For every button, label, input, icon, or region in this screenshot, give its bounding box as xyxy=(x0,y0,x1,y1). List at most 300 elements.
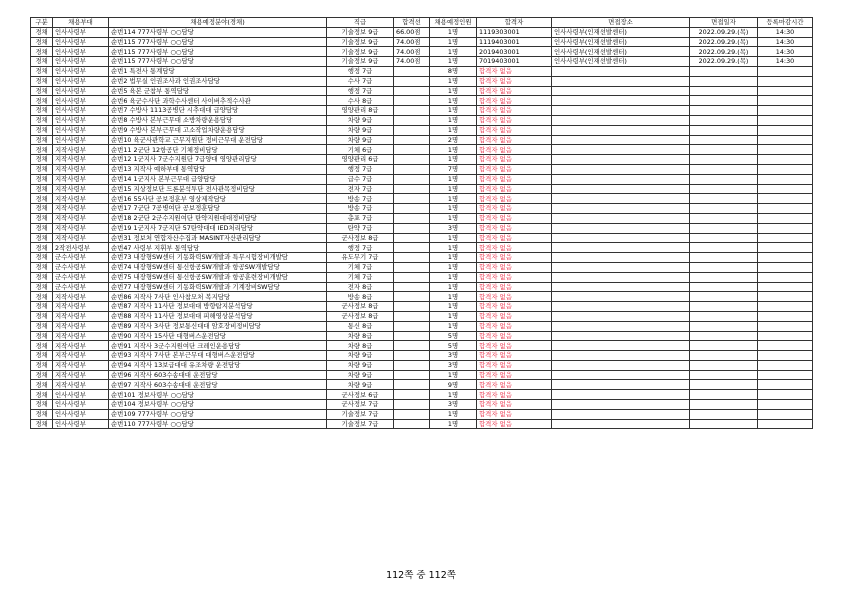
cell-registration-deadline xyxy=(758,390,813,400)
cell-recruiting-unit: 인사사령부 xyxy=(53,400,109,410)
cell-successful-candidate: 합격자 없음 xyxy=(477,253,552,263)
cell-interview-location xyxy=(552,390,690,400)
cell-grade: 유도무기 7급 xyxy=(327,253,394,263)
cell-category: 경채 xyxy=(31,341,53,351)
cell-position: 순번14 1군지사 본부근무대 급양담당 xyxy=(109,174,327,184)
cell-grade: 영양관리 6급 xyxy=(327,155,394,165)
cell-cutoff-score xyxy=(394,292,430,302)
cell-category: 경채 xyxy=(31,360,53,370)
cell-position: 순번16 55사단 공보정훈부 영상제작담당 xyxy=(109,194,327,204)
table-row xyxy=(31,96,813,106)
cell-category: 경채 xyxy=(31,380,53,390)
cell-grade: 기술정보 9급 xyxy=(327,57,394,67)
table-row xyxy=(31,184,813,194)
cell-cutoff-score xyxy=(394,282,430,292)
cell-interview-date xyxy=(690,351,758,361)
cell-successful-candidate: 2019403001 xyxy=(477,47,552,57)
cell-interview-date xyxy=(690,145,758,155)
cell-recruiting-unit: 군수사령부 xyxy=(53,253,109,263)
cell-successful-candidate: 합격자 없음 xyxy=(477,262,552,272)
cell-position: 순번77 내장형SW센터 기동화력SW개발과 기계장비SW담당 xyxy=(109,282,327,292)
cell-recruiting-unit: 지작사령부 xyxy=(53,380,109,390)
cell-position: 순번6 육군수사단 과학수사센터 사이버추적수사관 xyxy=(109,96,327,106)
cell-position: 순번89 지작사 3사단 정보통신대대 암호장비정비담당 xyxy=(109,321,327,331)
cell-recruiting-unit: 인사사령부 xyxy=(53,57,109,67)
cell-registration-deadline xyxy=(758,96,813,106)
cell-planned-count: 3명 xyxy=(430,400,477,410)
cell-interview-date xyxy=(690,184,758,194)
cell-successful-candidate: 합격자 없음 xyxy=(477,341,552,351)
table-row xyxy=(31,194,813,204)
cell-position: 순번90 지작사 15사단 대형버스운전담당 xyxy=(109,331,327,341)
cell-cutoff-score xyxy=(394,409,430,419)
cell-interview-date xyxy=(690,311,758,321)
cell-recruiting-unit: 지작사령부 xyxy=(53,174,109,184)
cell-grade: 군사정보 8급 xyxy=(327,302,394,312)
cell-category: 경채 xyxy=(31,106,53,116)
cell-cutoff-score xyxy=(394,253,430,263)
table-row xyxy=(31,174,813,184)
cell-cutoff-score xyxy=(394,311,430,321)
cell-grade: 총포 7급 xyxy=(327,213,394,223)
cell-category: 경채 xyxy=(31,390,53,400)
column-header: 채용부대 xyxy=(53,18,109,28)
cell-recruiting-unit: 지작사령부 xyxy=(53,155,109,165)
cell-category: 경채 xyxy=(31,262,53,272)
table-row xyxy=(31,243,813,253)
cell-interview-date xyxy=(690,360,758,370)
cell-registration-deadline xyxy=(758,419,813,429)
cell-position: 순번115 777사령부 ○○담당 xyxy=(109,47,327,57)
cell-interview-location xyxy=(552,272,690,282)
cell-interview-date xyxy=(690,400,758,410)
cell-interview-date xyxy=(690,341,758,351)
cell-planned-count: 1명 xyxy=(430,272,477,282)
cell-interview-date xyxy=(690,223,758,233)
cell-position: 순번13 지작사 예하부대 통역담당 xyxy=(109,164,327,174)
cell-successful-candidate: 합격자 없음 xyxy=(477,213,552,223)
cell-interview-location xyxy=(552,213,690,223)
cell-interview-location xyxy=(552,360,690,370)
table-row xyxy=(31,341,813,351)
cell-position: 순번115 777사령부 ○○담당 xyxy=(109,57,327,67)
cell-planned-count: 1명 xyxy=(430,282,477,292)
cell-registration-deadline xyxy=(758,174,813,184)
cell-category: 경채 xyxy=(31,37,53,47)
cell-interview-date xyxy=(690,233,758,243)
table-row xyxy=(31,292,813,302)
cell-recruiting-unit: 인사사령부 xyxy=(53,27,109,37)
cell-grade: 행정 7급 xyxy=(327,243,394,253)
cell-planned-count: 1명 xyxy=(430,292,477,302)
table-row xyxy=(31,213,813,223)
cell-successful-candidate: 합격자 없음 xyxy=(477,233,552,243)
cell-successful-candidate: 합격자 없음 xyxy=(477,409,552,419)
cell-successful-candidate: 합격자 없음 xyxy=(477,243,552,253)
cell-registration-deadline xyxy=(758,341,813,351)
cell-category: 경채 xyxy=(31,135,53,145)
cell-grade: 수사 7급 xyxy=(327,76,394,86)
cell-successful-candidate: 합격자 없음 xyxy=(477,390,552,400)
cell-interview-date: 2022.09.29.(목) xyxy=(690,37,758,47)
cell-interview-location xyxy=(552,155,690,165)
cell-recruiting-unit: 지작사령부 xyxy=(53,213,109,223)
table-row xyxy=(31,155,813,165)
cell-recruiting-unit: 인사사령부 xyxy=(53,125,109,135)
cell-planned-count: 2명 xyxy=(430,135,477,145)
cell-grade: 기체 6급 xyxy=(327,145,394,155)
cell-planned-count: 1명 xyxy=(430,106,477,116)
cell-successful-candidate: 합격자 없음 xyxy=(477,272,552,282)
cell-successful-candidate: 합격자 없음 xyxy=(477,311,552,321)
cell-category: 경채 xyxy=(31,145,53,155)
table-row xyxy=(31,223,813,233)
cell-grade: 차량 9급 xyxy=(327,115,394,125)
cell-grade: 차량 9급 xyxy=(327,125,394,135)
cell-successful-candidate: 합격자 없음 xyxy=(477,351,552,361)
table-header-row xyxy=(31,18,813,28)
cell-position: 순번31 정보처 연합자산수집과 MASINT자산관리담당 xyxy=(109,233,327,243)
cell-interview-date xyxy=(690,380,758,390)
table-row xyxy=(31,370,813,380)
cell-position: 순번114 777사령부 ○○담당 xyxy=(109,27,327,37)
cell-planned-count: 5명 xyxy=(430,341,477,351)
cell-interview-location xyxy=(552,262,690,272)
cell-successful-candidate: 합격자 없음 xyxy=(477,174,552,184)
cell-planned-count: 1명 xyxy=(430,204,477,214)
cell-planned-count: 1명 xyxy=(430,321,477,331)
table-row xyxy=(31,272,813,282)
cell-interview-location xyxy=(552,194,690,204)
cell-grade: 기체 7급 xyxy=(327,272,394,282)
cell-interview-date xyxy=(690,213,758,223)
cell-grade: 기체 7급 xyxy=(327,262,394,272)
cell-recruiting-unit: 지작사령부 xyxy=(53,311,109,321)
cell-cutoff-score xyxy=(394,302,430,312)
cell-grade: 방송 8급 xyxy=(327,292,394,302)
cell-cutoff-score: 74.00점 xyxy=(394,37,430,47)
cell-registration-deadline xyxy=(758,76,813,86)
cell-cutoff-score xyxy=(394,390,430,400)
cell-position: 순번88 지작사 11사단 정보대대 피해영상분석담당 xyxy=(109,311,327,321)
cell-interview-location: 인사사령부(인재선발센터) xyxy=(552,57,690,67)
cell-grade: 탄약 7급 xyxy=(327,223,394,233)
cell-category: 경채 xyxy=(31,302,53,312)
cell-registration-deadline: 14:30 xyxy=(758,37,813,47)
table-row xyxy=(31,106,813,116)
cell-recruiting-unit: 인사사령부 xyxy=(53,86,109,96)
cell-position: 순번110 777사령부 ○○담당 xyxy=(109,419,327,429)
cell-registration-deadline xyxy=(758,213,813,223)
cell-successful-candidate: 합격자 없음 xyxy=(477,145,552,155)
cell-planned-count: 1명 xyxy=(430,96,477,106)
cell-interview-date xyxy=(690,96,758,106)
cell-position: 순번8 수방사 본부근무대 소방차량운용담당 xyxy=(109,115,327,125)
cell-position: 순번5 육본 군참부 통역담당 xyxy=(109,86,327,96)
cell-cutoff-score xyxy=(394,174,430,184)
cell-category: 경채 xyxy=(31,311,53,321)
column-header: 면접일자 xyxy=(690,18,758,28)
cell-successful-candidate: 합격자 없음 xyxy=(477,86,552,96)
cell-successful-candidate: 1119303001 xyxy=(477,27,552,37)
cell-recruiting-unit: 지작사령부 xyxy=(53,184,109,194)
cell-grade: 기술정보 7급 xyxy=(327,409,394,419)
cell-grade: 차량 9급 xyxy=(327,351,394,361)
cell-position: 순번9 수방사 본부근무대 고소작업차량운용담당 xyxy=(109,125,327,135)
cell-successful-candidate: 1119403001 xyxy=(477,37,552,47)
cell-cutoff-score xyxy=(394,380,430,390)
cell-category: 경채 xyxy=(31,184,53,194)
cell-position: 순번93 지작사 7사단 본부근무대 대형버스운전담당 xyxy=(109,351,327,361)
cell-planned-count: 1명 xyxy=(430,115,477,125)
cell-recruiting-unit: 지작사령부 xyxy=(53,351,109,361)
cell-cutoff-score xyxy=(394,135,430,145)
cell-cutoff-score: 74.00점 xyxy=(394,57,430,67)
cell-successful-candidate: 합격자 없음 xyxy=(477,419,552,429)
cell-position: 순번86 지작사 7사단 인사참모처 복지담당 xyxy=(109,292,327,302)
cell-interview-location xyxy=(552,321,690,331)
cell-successful-candidate: 합격자 없음 xyxy=(477,66,552,76)
cell-category: 경채 xyxy=(31,125,53,135)
cell-interview-date xyxy=(690,164,758,174)
cell-planned-count: 1명 xyxy=(430,243,477,253)
cell-registration-deadline: 14:30 xyxy=(758,47,813,57)
table-row xyxy=(31,135,813,145)
cell-registration-deadline xyxy=(758,115,813,125)
cell-category: 경채 xyxy=(31,66,53,76)
table-row xyxy=(31,66,813,76)
cell-planned-count: 1명 xyxy=(430,409,477,419)
table-row xyxy=(31,282,813,292)
cell-registration-deadline: 14:30 xyxy=(758,27,813,37)
cell-interview-date xyxy=(690,66,758,76)
cell-grade: 통신 8급 xyxy=(327,321,394,331)
cell-category: 경채 xyxy=(31,86,53,96)
cell-recruiting-unit: 지작사령부 xyxy=(53,145,109,155)
cell-planned-count: 7명 xyxy=(430,164,477,174)
cell-planned-count: 1명 xyxy=(430,145,477,155)
cell-cutoff-score xyxy=(394,76,430,86)
cell-category: 경채 xyxy=(31,194,53,204)
cell-successful-candidate: 합격자 없음 xyxy=(477,164,552,174)
cell-grade: 군사정보 7급 xyxy=(327,400,394,410)
cell-cutoff-score xyxy=(394,223,430,233)
cell-recruiting-unit: 인사사령부 xyxy=(53,419,109,429)
cell-category: 경채 xyxy=(31,292,53,302)
cell-category: 경채 xyxy=(31,370,53,380)
cell-registration-deadline xyxy=(758,135,813,145)
cell-cutoff-score xyxy=(394,262,430,272)
cell-interview-location xyxy=(552,115,690,125)
cell-registration-deadline xyxy=(758,380,813,390)
cell-recruiting-unit: 인사사령부 xyxy=(53,47,109,57)
cell-recruiting-unit: 지작사령부 xyxy=(53,204,109,214)
cell-planned-count: 1명 xyxy=(430,370,477,380)
table-row xyxy=(31,331,813,341)
cell-category: 경채 xyxy=(31,76,53,86)
cell-interview-date: 2022.09.29.(목) xyxy=(690,57,758,67)
cell-interview-location xyxy=(552,341,690,351)
cell-successful-candidate: 합격자 없음 xyxy=(477,302,552,312)
cell-interview-date xyxy=(690,115,758,125)
cell-recruiting-unit: 지작사령부 xyxy=(53,223,109,233)
cell-planned-count: 1명 xyxy=(430,302,477,312)
cell-planned-count: 3명 xyxy=(430,360,477,370)
cell-grade: 차량 8급 xyxy=(327,331,394,341)
cell-planned-count: 3명 xyxy=(430,351,477,361)
cell-interview-location xyxy=(552,282,690,292)
cell-interview-date xyxy=(690,106,758,116)
cell-registration-deadline xyxy=(758,321,813,331)
cell-interview-location xyxy=(552,233,690,243)
cell-registration-deadline xyxy=(758,145,813,155)
cell-successful-candidate: 합격자 없음 xyxy=(477,370,552,380)
table-row xyxy=(31,262,813,272)
cell-interview-location xyxy=(552,351,690,361)
cell-cutoff-score xyxy=(394,194,430,204)
cell-position: 순번87 지작사 11사단 정보대대 방향탐지분석담당 xyxy=(109,302,327,312)
cell-position: 순번115 777사령부 ○○담당 xyxy=(109,37,327,47)
cell-position: 순번94 지작사 13보급대대 유조차량 운전담당 xyxy=(109,360,327,370)
cell-interview-location xyxy=(552,380,690,390)
table-row xyxy=(31,380,813,390)
cell-cutoff-score xyxy=(394,272,430,282)
cell-interview-date xyxy=(690,253,758,263)
cell-interview-location xyxy=(552,204,690,214)
cell-successful-candidate: 합격자 없음 xyxy=(477,282,552,292)
table-row xyxy=(31,233,813,243)
cell-position: 순번1 특전사 통계담당 xyxy=(109,66,327,76)
cell-successful-candidate: 합격자 없음 xyxy=(477,106,552,116)
cell-recruiting-unit: 2작전사령부 xyxy=(53,243,109,253)
column-header: 면접장소 xyxy=(552,18,690,28)
cell-interview-location xyxy=(552,409,690,419)
cell-interview-location xyxy=(552,400,690,410)
cell-cutoff-score xyxy=(394,106,430,116)
cell-successful-candidate: 합격자 없음 xyxy=(477,115,552,125)
cell-interview-location xyxy=(552,292,690,302)
table-row xyxy=(31,145,813,155)
cell-registration-deadline xyxy=(758,409,813,419)
column-header: 구분 xyxy=(31,18,53,28)
cell-recruiting-unit: 군수사령부 xyxy=(53,262,109,272)
cell-category: 경채 xyxy=(31,204,53,214)
cell-interview-location xyxy=(552,96,690,106)
cell-position: 순번97 지작사 603수송대대 운전담당 xyxy=(109,380,327,390)
cell-planned-count: 3명 xyxy=(430,223,477,233)
cell-position: 순번10 육군사관학교 근무지원단 정비근무대 운전담당 xyxy=(109,135,327,145)
cell-recruiting-unit: 군수사령부 xyxy=(53,282,109,292)
cell-grade: 차량 9급 xyxy=(327,370,394,380)
cell-interview-date: 2022.09.29.(목) xyxy=(690,27,758,37)
cell-position: 순번75 내장형SW센터 통신항공SW개발과 항공훈련장비개발담 xyxy=(109,272,327,282)
cell-registration-deadline xyxy=(758,125,813,135)
cell-cutoff-score xyxy=(394,115,430,125)
cell-recruiting-unit: 인사사령부 xyxy=(53,66,109,76)
cell-registration-deadline xyxy=(758,184,813,194)
column-header: 합격자 xyxy=(477,18,552,28)
cell-cutoff-score xyxy=(394,96,430,106)
column-header: 직급 xyxy=(327,18,394,28)
cell-grade: 전자 7급 xyxy=(327,184,394,194)
cell-cutoff-score xyxy=(394,351,430,361)
cell-successful-candidate: 합격자 없음 xyxy=(477,135,552,145)
cell-position: 순번74 내장형SW센터 통신항공SW개발과 항공SW개발담당 xyxy=(109,262,327,272)
cell-category: 경채 xyxy=(31,155,53,165)
cell-grade: 기술정보 7급 xyxy=(327,419,394,429)
cell-planned-count: 1명 xyxy=(430,27,477,37)
cell-interview-date xyxy=(690,86,758,96)
cell-planned-count: 1명 xyxy=(430,57,477,67)
cell-registration-deadline xyxy=(758,351,813,361)
cell-recruiting-unit: 군수사령부 xyxy=(53,272,109,282)
cell-grade: 기술정보 9급 xyxy=(327,37,394,47)
cell-planned-count: 1명 xyxy=(430,233,477,243)
cell-cutoff-score xyxy=(394,155,430,165)
cell-cutoff-score xyxy=(394,66,430,76)
cell-planned-count: 1명 xyxy=(430,174,477,184)
cell-recruiting-unit: 지작사령부 xyxy=(53,321,109,331)
cell-cutoff-score xyxy=(394,125,430,135)
cell-successful-candidate: 합격자 없음 xyxy=(477,360,552,370)
table-row xyxy=(31,321,813,331)
cell-planned-count: 1명 xyxy=(430,390,477,400)
cell-planned-count: 1명 xyxy=(430,86,477,96)
cell-successful-candidate: 합격자 없음 xyxy=(477,76,552,86)
cell-interview-date xyxy=(690,76,758,86)
column-header: 채용예정분야(경채) xyxy=(109,18,327,28)
table-row xyxy=(31,409,813,419)
cell-planned-count: 1명 xyxy=(430,47,477,57)
cell-planned-count: 1명 xyxy=(430,311,477,321)
cell-grade: 전자 8급 xyxy=(327,282,394,292)
cell-category: 경채 xyxy=(31,47,53,57)
table-row xyxy=(31,302,813,312)
cell-cutoff-score xyxy=(394,331,430,341)
table-row xyxy=(31,86,813,96)
cell-planned-count: 1명 xyxy=(430,213,477,223)
cell-registration-deadline xyxy=(758,360,813,370)
cell-grade: 차량 9급 xyxy=(327,360,394,370)
table-row xyxy=(31,311,813,321)
cell-cutoff-score xyxy=(394,360,430,370)
cell-planned-count: 8명 xyxy=(430,66,477,76)
cell-grade: 영양관리 8급 xyxy=(327,106,394,116)
cell-category: 경채 xyxy=(31,233,53,243)
cell-interview-location xyxy=(552,86,690,96)
cell-cutoff-score xyxy=(394,321,430,331)
cell-category: 경채 xyxy=(31,321,53,331)
cell-position: 순번47 사령부 지휘부 통역담당 xyxy=(109,243,327,253)
cell-position: 순번19 1군지사 7군지단 57탄약대대 IED처리담당 xyxy=(109,223,327,233)
table-row xyxy=(31,204,813,214)
cell-cutoff-score xyxy=(394,370,430,380)
recruitment-results-table xyxy=(30,17,813,429)
cell-category: 경채 xyxy=(31,164,53,174)
cell-interview-location xyxy=(552,370,690,380)
cell-interview-location xyxy=(552,253,690,263)
cell-position: 순번12 1군지사 7군수지원단 7급양대 영양관리담당 xyxy=(109,155,327,165)
cell-grade: 군사정보 8급 xyxy=(327,311,394,321)
cell-interview-date: 2022.09.29.(목) xyxy=(690,47,758,57)
cell-category: 경채 xyxy=(31,253,53,263)
cell-grade: 행정 7급 xyxy=(327,66,394,76)
cell-successful-candidate: 합격자 없음 xyxy=(477,292,552,302)
cell-grade: 기술정보 9급 xyxy=(327,27,394,37)
cell-registration-deadline xyxy=(758,223,813,233)
cell-recruiting-unit: 인사사령부 xyxy=(53,106,109,116)
cell-interview-date xyxy=(690,194,758,204)
